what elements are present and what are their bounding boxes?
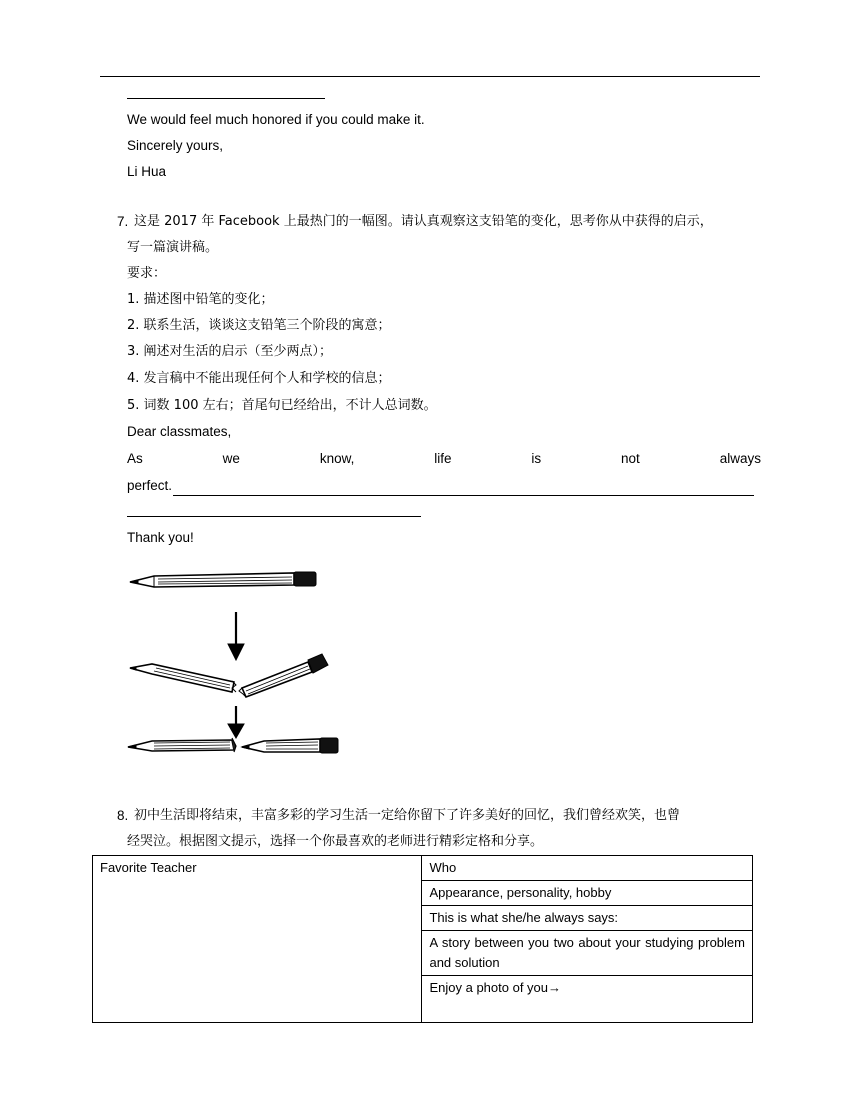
speech-opening-line xyxy=(127,449,761,469)
question-8-number: 8. xyxy=(117,808,129,823)
question-8-prompt-line1: 初中生活即将结束，丰富多彩的学习生活一定给你留下了许多美好的回忆，我们曾经欢笑，也曾 xyxy=(134,808,681,823)
requirement-item: 5. 词数 100 左右；首尾句已经给出，不计人总词数。 xyxy=(127,398,437,413)
header-rule xyxy=(100,76,760,77)
letter-signature: Li Hua xyxy=(127,164,167,179)
table-cell: Who xyxy=(422,856,753,881)
letter-closing-sentence: We would feel much honored if you could make it. xyxy=(127,112,425,127)
answer-blank-line xyxy=(127,98,325,99)
table-cell: This is what she/he always says: xyxy=(422,906,753,931)
answer-blank-line xyxy=(173,481,754,496)
speech-opening-end-line xyxy=(127,476,754,496)
question-7-prompt-line1: 这是 2017 年 Facebook 上最热门的一幅图。请认真观察这支铅笔的变化，思考你从中获得的启示， xyxy=(134,214,713,229)
table-cell: Enjoy a photo of you→ xyxy=(422,976,753,1023)
speech-closing: Thank you! xyxy=(127,530,194,545)
table-cell: Appearance, personality, hobby xyxy=(422,881,753,906)
requirement-item: 1. 描述图中铅笔的变化； xyxy=(127,292,274,307)
opening-word: know, xyxy=(319,451,355,466)
opening-word: life xyxy=(434,451,452,466)
sharpened-pencils xyxy=(128,738,338,753)
letter-sign-off: Sincerely yours, xyxy=(127,138,224,153)
down-arrow-icon xyxy=(228,612,244,660)
requirements-title: 要求： xyxy=(127,266,167,281)
requirement-item: 4. 发言稿中不能出现任何个人和学校的信息； xyxy=(127,371,391,386)
answer-blank-line xyxy=(127,516,421,517)
opening-word: we xyxy=(222,451,240,466)
down-arrow-icon xyxy=(228,706,244,738)
question-7-number: 7. xyxy=(117,214,129,229)
favorite-teacher-cell xyxy=(93,856,422,1023)
opening-word: always xyxy=(719,451,761,466)
favorite-teacher-label: Favorite Teacher xyxy=(100,860,197,875)
question-8-prompt-line2: 经哭泣。根据图文提示，选择一个你最喜欢的老师进行精彩定格和分享。 xyxy=(127,834,544,849)
table-row xyxy=(93,856,753,881)
pencil-illustration xyxy=(124,560,344,760)
opening-word: not xyxy=(621,451,640,466)
speech-greeting: Dear classmates, xyxy=(127,424,232,439)
opening-end-word: perfect. xyxy=(127,478,173,493)
whole-pencil xyxy=(130,572,316,587)
opening-word: is xyxy=(531,451,542,466)
question-7-prompt-line2: 写一篇演讲稿。 xyxy=(127,240,219,255)
opening-word: As xyxy=(127,451,143,466)
broken-pencil xyxy=(130,654,328,697)
favorite-teacher-table xyxy=(92,855,753,1023)
requirement-item: 2. 联系生活，谈谈这支铅笔三个阶段的寓意； xyxy=(127,318,391,333)
requirement-item: 3. 阐述对生活的启示（至少两点）； xyxy=(127,344,333,359)
table-cell: A story between you two about your studying problem and solution xyxy=(422,931,753,976)
